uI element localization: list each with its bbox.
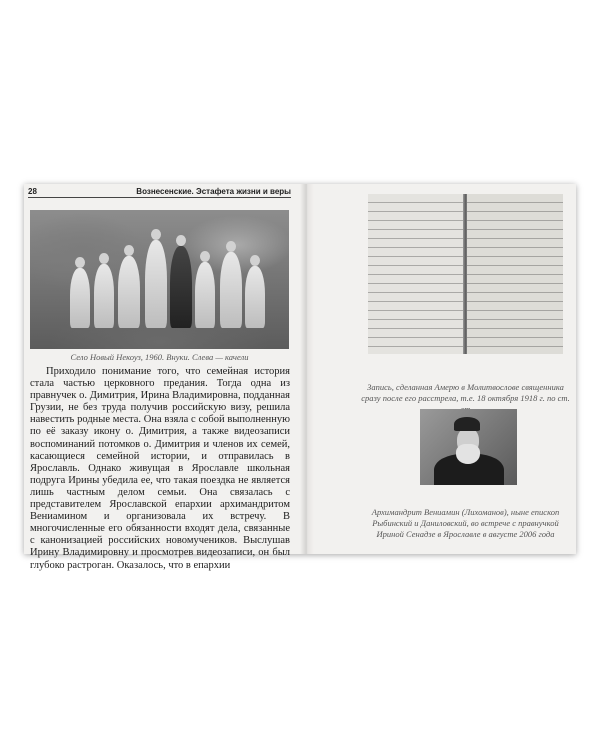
photo-figure-head (176, 235, 186, 246)
photo-figure (220, 252, 242, 328)
left-page (24, 184, 304, 571)
photo-figure (170, 246, 192, 328)
right-page (310, 184, 576, 554)
portrait-hat (454, 417, 480, 431)
photo-figure (70, 268, 90, 328)
book-spread (24, 184, 576, 571)
family-photo (30, 210, 289, 349)
manuscript-right-page (467, 194, 563, 354)
photo-figure-head (200, 251, 210, 262)
photo-figure-head (75, 257, 85, 268)
portrait-photo (420, 409, 517, 485)
body-paragraph: Приходило понимание того, что семейная история стала частью церковного предания. Тогда одна из правнучек о. Димитрия, Ирина Владимировна, подданная Грузии, не без труда получив российскую визу, решила навестить родные места. Она взяла с собой выполненную по её заказу икону о. Димитрия, а также видеозаписи воспоминаний потомков о. Димитрия и членов их семей, касающиеся семейной истории, и отправилась в Ярославль. Однако живущая в Ярославле школьная подруга Ирины убедила ее, что такая поездка не является лишь частным делом семьи. Она связалась с представителем Ярославской епархии архимандритом Вениамином и организовала их встречу. В многочисленные его обязанности входят дела, связанные с канонизацией российских новомучеников. Выслушав Ирину Владимировну и просмотрев видеозаписи, он был глубоко растроган. Оказалось, что в епархии (30, 366, 290, 571)
photo-figure (94, 264, 114, 328)
photo-figure-head (151, 229, 161, 240)
photo-figure (245, 266, 265, 328)
photo-figure-head (250, 255, 260, 266)
body-text (30, 366, 290, 572)
photo-figure (145, 240, 167, 328)
portrait-caption: Архимандрит Вениамин (Лихоманов), ныне епископ Рыбинский и Даниловский, во встрече с правнучкой Ириной Сенадзе в Ярославле в августе 2006 года (371, 507, 560, 539)
page-number: 28 (28, 187, 37, 196)
photo-figure-head (226, 241, 236, 252)
manuscript-photo (368, 194, 563, 354)
portrait-beard (456, 444, 480, 464)
header-rule (28, 197, 291, 198)
manuscript-caption: Запись, сделанная Амерю в Молитвослове священника сразу после его расстрела, т.е. 18 октября 1918 г. по ст. (361, 382, 570, 403)
running-title: Вознесенские. Эстафета жизни и веры (136, 187, 291, 196)
photo-caption: Село Новый Некоуз, 1960. Внуки. Слева — качели (70, 352, 249, 362)
photo-figure-head (124, 245, 134, 256)
photo-figure-head (99, 253, 109, 264)
photo-figure (195, 262, 215, 328)
photo-figure (118, 256, 140, 328)
manuscript-left-page (368, 194, 464, 354)
